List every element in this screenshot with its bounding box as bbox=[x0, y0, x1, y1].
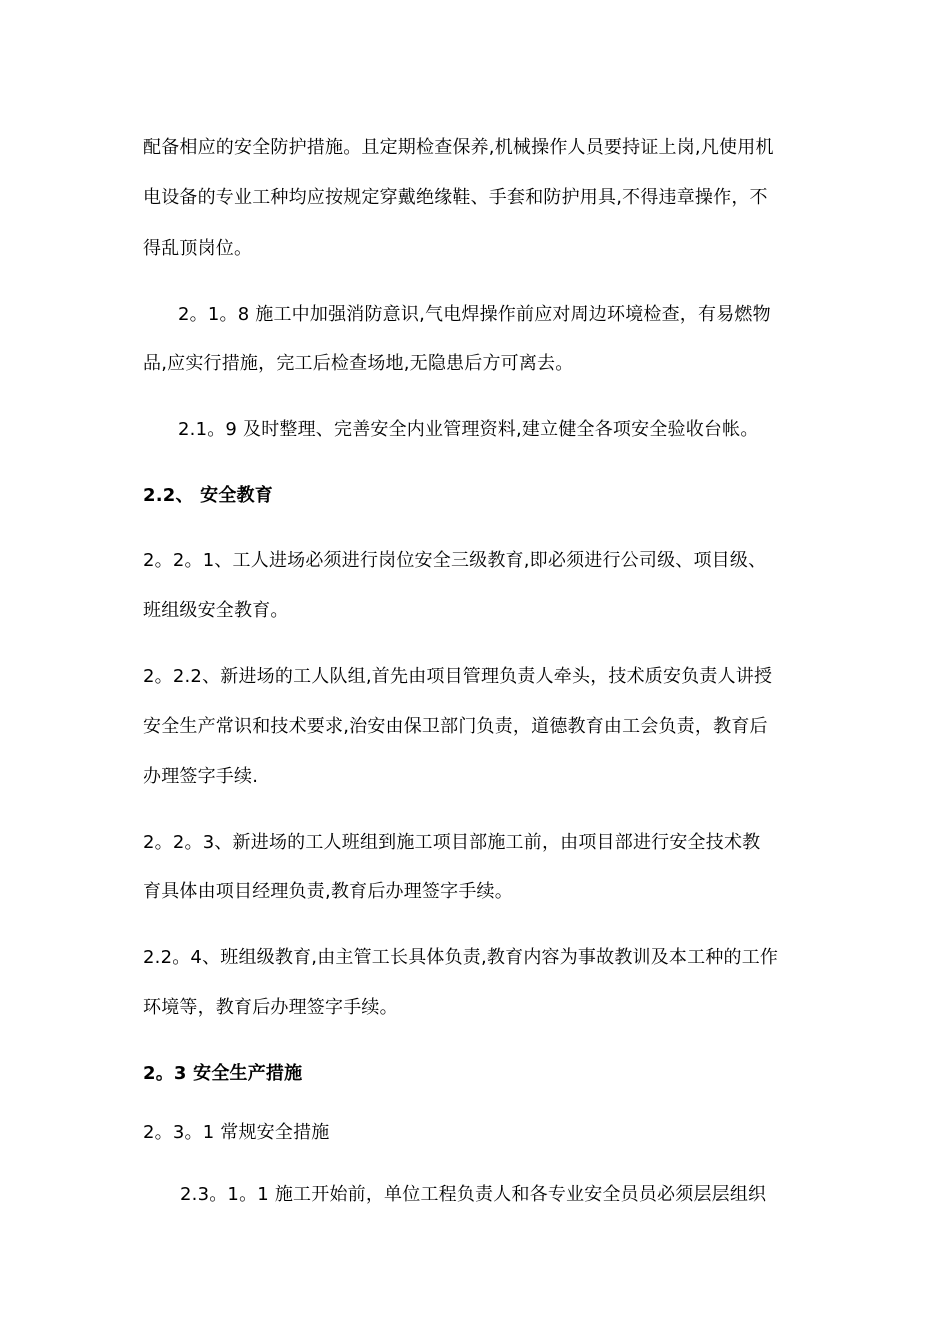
paragraph-line: 品,应实行措施，完工后检查场地,无隐患后方可离去。 bbox=[143, 353, 574, 374]
paragraph-line: 2。2.2、新进场的工人队组,首先由项目管理负责人牵头，技术质安负责人讲授 bbox=[143, 666, 773, 687]
paragraph-line: 育具体由项目经理负责,教育后办理签字手续。 bbox=[143, 881, 513, 902]
paragraph-line: 得乱顶岗位。 bbox=[143, 238, 253, 259]
section-heading: 2.2、 安全教育 bbox=[143, 485, 273, 506]
paragraph-line: 安全生产常识和技术要求,治安由保卫部门负责，道德教育由工会负责，教育后 bbox=[143, 716, 768, 737]
paragraph-line: 配备相应的安全防护措施。且定期检查保养,机械操作人员要持证上岗,凡使用机 bbox=[143, 137, 774, 158]
paragraph-line: 电设备的专业工种均应按规定穿戴绝缘鞋、手套和防护用具,不得违章操作，不 bbox=[143, 187, 768, 208]
paragraph-line: 2.1。9 及时整理、完善安全内业管理资料,建立健全各项安全验收台帐。 bbox=[178, 419, 759, 440]
paragraph-line: 班组级安全教育。 bbox=[143, 600, 289, 621]
paragraph-line: 2。2。1、工人进场必须进行岗位安全三级教育,即必须进行公司级、项目级、 bbox=[143, 550, 767, 571]
paragraph-line: 2.3。1。1 施工开始前，单位工程负责人和各专业安全员员必须层层组织 bbox=[180, 1184, 767, 1205]
paragraph-line: 2。1。8 施工中加强消防意识,气电焊操作前应对周边环境检查，有易燃物 bbox=[178, 304, 771, 325]
paragraph-line: 2.2。4、班组级教育,由主管工长具体负责,教育内容为事故教训及本工种的工作 bbox=[143, 947, 779, 968]
paragraph-line: 办理签字手续. bbox=[143, 766, 259, 787]
subsection-heading: 2。3。1 常规安全措施 bbox=[143, 1122, 330, 1143]
section-heading: 2。3 安全生产措施 bbox=[143, 1063, 303, 1084]
paragraph-line: 环境等，教育后办理签字手续。 bbox=[143, 997, 398, 1018]
paragraph-line: 2。2。3、新进场的工人班组到施工项目部施工前，由项目部进行安全技术教 bbox=[143, 832, 761, 853]
